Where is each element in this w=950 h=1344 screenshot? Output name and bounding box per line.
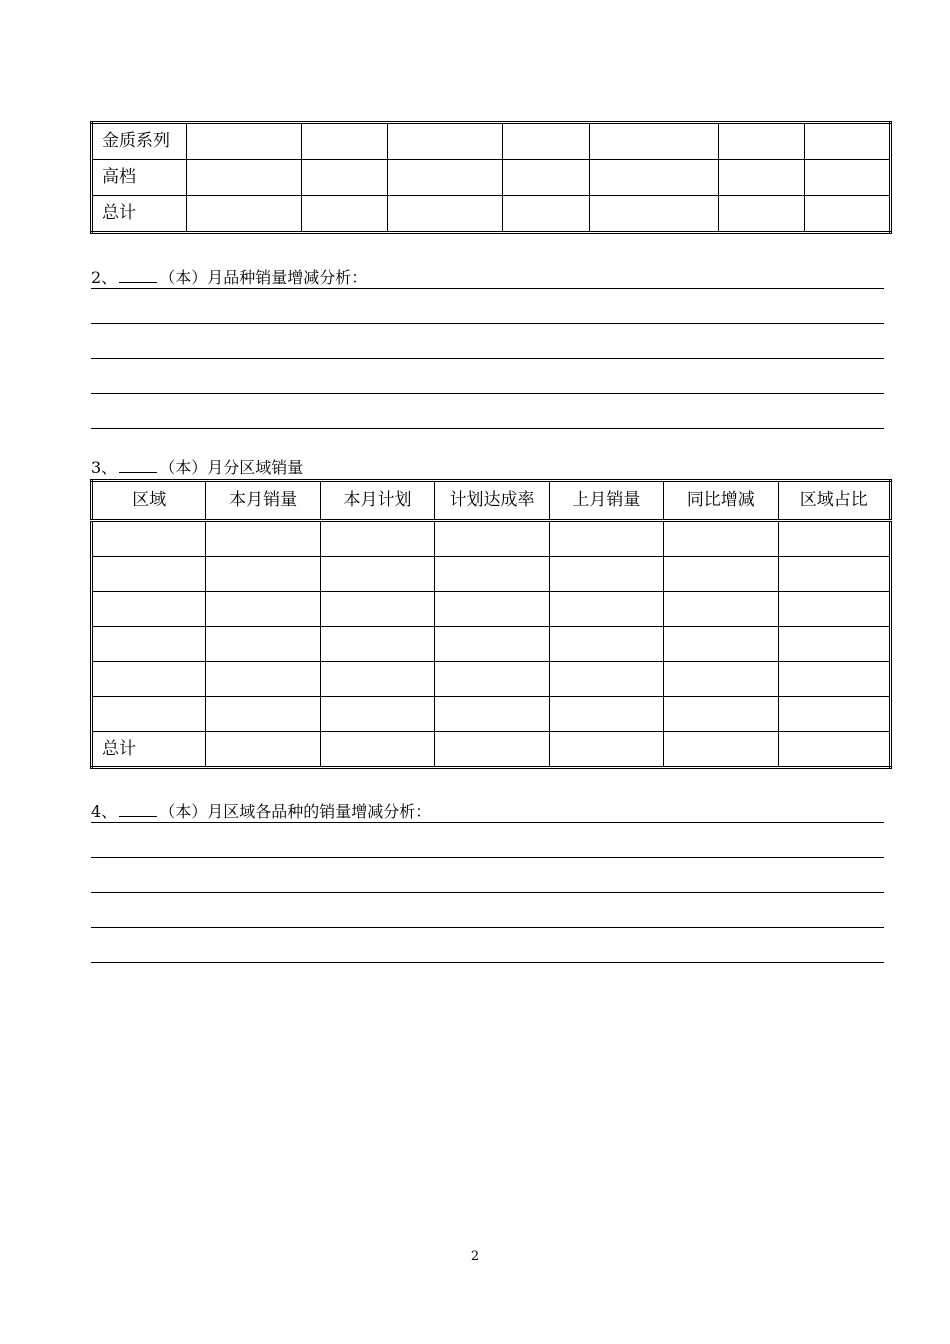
row-label: 高档 (92, 160, 187, 196)
writing-line (91, 822, 884, 823)
fill-blank[interactable] (119, 802, 157, 817)
table-row (92, 662, 891, 697)
regional-sales-table (90, 479, 892, 769)
writing-line (91, 288, 884, 289)
table-cell (778, 732, 890, 768)
table-cell (320, 732, 434, 768)
table-cell (92, 627, 206, 662)
table-cell (589, 123, 718, 160)
total-row (92, 732, 891, 768)
table-cell (435, 697, 549, 732)
table-cell (549, 557, 663, 592)
table-cell (320, 557, 434, 592)
table-cell (549, 627, 663, 662)
table-cell (664, 732, 778, 768)
section-4-heading (91, 802, 884, 822)
table-cell (92, 521, 206, 557)
table-cell (435, 662, 549, 697)
table-cell (435, 732, 549, 768)
table-cell (388, 196, 503, 233)
table-row (92, 160, 891, 196)
table-cell (187, 123, 302, 160)
table-cell (664, 697, 778, 732)
writing-line (91, 927, 884, 928)
table-cell (778, 592, 890, 627)
table-cell (664, 592, 778, 627)
table-cell (503, 196, 589, 233)
section-3-heading (91, 458, 884, 478)
table-cell (92, 557, 206, 592)
table-cell (664, 662, 778, 697)
writing-line (91, 962, 884, 963)
section-number: 2、 (91, 268, 118, 287)
table-cell (778, 521, 890, 557)
table-cell (206, 557, 320, 592)
table-cell (187, 196, 302, 233)
writing-line (91, 892, 884, 893)
table-cell (549, 592, 663, 627)
table-cell (92, 662, 206, 697)
section-number: 3、 (91, 458, 118, 477)
table-cell (804, 123, 890, 160)
table-cell (388, 160, 503, 196)
table-cell (549, 521, 663, 557)
writing-line (91, 393, 884, 394)
table-cell (503, 160, 589, 196)
page-number: 2 (470, 1249, 480, 1264)
table-row (92, 557, 891, 592)
table-row (92, 123, 891, 160)
table-row (92, 627, 891, 662)
table-cell (320, 662, 434, 697)
table-cell (718, 196, 804, 233)
section-title: （本）月分区域销量 (159, 458, 304, 477)
table-cell (549, 697, 663, 732)
table-cell (778, 662, 890, 697)
product-sales-table (90, 121, 892, 234)
column-header-region: 区域 (92, 481, 206, 521)
row-label: 总计 (92, 196, 187, 233)
table-row (92, 521, 891, 557)
table-cell (778, 627, 890, 662)
table-cell (206, 697, 320, 732)
column-header-monthly-plan: 本月计划 (320, 481, 434, 521)
table-cell (664, 627, 778, 662)
total-label: 总计 (92, 732, 206, 768)
column-header-plan-achievement: 计划达成率 (435, 481, 549, 521)
table-cell (206, 521, 320, 557)
table-cell (718, 123, 804, 160)
section-number: 4、 (91, 802, 118, 821)
column-header-monthly-sales: 本月销量 (206, 481, 320, 521)
table-cell (664, 521, 778, 557)
table-cell (388, 123, 503, 160)
table-cell (435, 592, 549, 627)
table-cell (778, 697, 890, 732)
table-cell (435, 627, 549, 662)
row-label: 金质系列 (92, 123, 187, 160)
table-cell (320, 592, 434, 627)
writing-line (91, 857, 884, 858)
table-cell (206, 627, 320, 662)
header-row (92, 481, 891, 521)
fill-blank[interactable] (119, 268, 157, 283)
table-cell (589, 160, 718, 196)
table-cell (503, 123, 589, 160)
writing-line (91, 323, 884, 324)
column-header-region-share: 区域占比 (778, 481, 890, 521)
table-row (92, 697, 891, 732)
section-title: （本）月区域各品种的销量增减分析： (159, 802, 432, 821)
table-cell (718, 160, 804, 196)
table-row (92, 592, 891, 627)
writing-line (91, 358, 884, 359)
table-cell (804, 160, 890, 196)
table-cell (589, 196, 718, 233)
table-cell (92, 697, 206, 732)
table-cell (302, 123, 388, 160)
table-cell (804, 196, 890, 233)
table-cell (206, 732, 320, 768)
table-cell (778, 557, 890, 592)
column-header-yoy-change: 同比增减 (664, 481, 778, 521)
table-cell (435, 557, 549, 592)
table-cell (435, 521, 549, 557)
table-cell (320, 521, 434, 557)
column-header-last-month-sales: 上月销量 (549, 481, 663, 521)
table-cell (206, 592, 320, 627)
table-cell (302, 160, 388, 196)
table-cell (320, 697, 434, 732)
table-cell (187, 160, 302, 196)
section-2-heading (91, 268, 884, 288)
table-cell (664, 557, 778, 592)
table-cell (549, 662, 663, 697)
writing-line (91, 428, 884, 429)
section-title: （本）月品种销量增减分析： (159, 268, 368, 287)
table-cell (549, 732, 663, 768)
fill-blank[interactable] (119, 458, 157, 473)
table-cell (206, 662, 320, 697)
table-row (92, 196, 891, 233)
table-cell (320, 627, 434, 662)
table-cell (302, 196, 388, 233)
table-cell (92, 592, 206, 627)
